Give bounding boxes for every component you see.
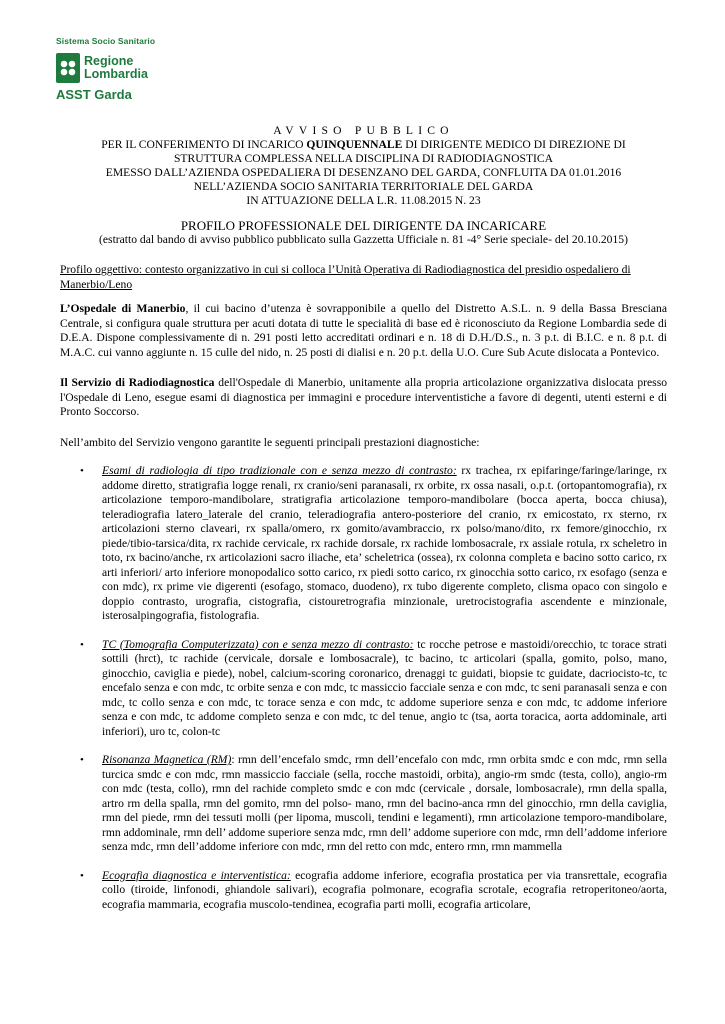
list-item: • Ecografia diagnostica e interventistica: ecografia addome inferiore, ecografia prostatica per via transrettale, ecografia collo (tiroide, linfonodi, ghiandole salivari), ecografia polmonare, ecografia scrotale, ecografia retroperitoneo/aorta, ecografia mammaria, ecografia muscolo-tendinea, ecografia parti molli, ecografia articolare,: [80, 868, 667, 911]
system-label: Sistema Socio Sanitario: [56, 36, 156, 46]
title-line-2: STRUTTURA COMPLESSA NELLA DISCIPLINA DI RADIODIAGNOSTICA: [173, 152, 554, 165]
document-body: [60, 124, 667, 912]
region-name-line2: Lombardia: [84, 67, 148, 81]
avviso-title: AVVISO PUBBLICO: [273, 124, 454, 137]
list-item: • Risonanza Magnetica (RM): rmn dell’encefalo smdc, rmn dell’encefalo con mdc, rmn orbita smdc e con mdc, rmn sella turcica smdc e con mdc, rmn massiccio facciale (sella, rocche mastoidi, orbita), angio-rm smdc (testa, collo), angio-rm con mdc (testa, collo), rmn del rachide completo smdc e con mdc (cervicale , dorsale, lombosacrale), rmn della spalla, artro rm della spalla, rmn del gomito, rmn del polso‐ mano, rmn del bacino-anca rmn del ginocchio, rmn della caviglia, rmn del piede, rmn dei tessuti molli (per lipoma, muscoli, tendini e legamenti), rmn articolazione temporo-mandibolare, rmn addominale, rmn dell’ addome superiore senza mdc, rmn dell’ addome superiore con mdc, rmn dell’addome inferiore senza mdc, rmn dell’addome inferiore con mdc, rmn del retto con mdc, entero rmn, rmn mammella: [80, 753, 667, 853]
profile-heading: PROFILO PROFESSIONALE DEL DIRIGENTE DA INCARICARE: [180, 218, 547, 233]
objective-heading: Profilo oggettivo: contesto organizzativo in cui si colloca l’Unità Operativa di Radiodiagnostica del presidio ospedaliero di Manerbio/Leno: [60, 263, 631, 291]
region-name-line1: Regione: [84, 54, 134, 68]
asst-garda-logo: [56, 36, 166, 102]
title-line-5: IN ATTUAZIONE DELLA L.R. 11.08.2015 N. 23: [246, 194, 481, 207]
title-line-4: NELL’AZIENDA SOCIO SANITARIA TERRITORIALE DEL GARDA: [193, 180, 534, 193]
list-item: • Esami di radiologia di tipo tradizionale con e senza mezzo di contrasto: rx trachea, rx epifaringe/faringe/laringe, rx addome diretto, stratigrafia logge renali, rx cranio/seni paranasali, rx orbite, rx ossa nasali, o.p.t. (ortopantomografia), rx articolazione temporo-mandibolare, stratigrafia articolazione temporo-mandibolare (bocca aperta, bocca chiusa), teleradiografia latero_laterale del cranio, teleradiografia antero-posteriore del cranio, rx emicostato, rx sterno, rx articolazioni sterno claveari, rx spalla/omero, rx gomito/avambraccio, rx polso/mano/dito, rx femore/ginocchio, rx piede/tibio-tarsica/dita, rx rachide cervicale, rx rachide dorsale, rx rachide lombosacrale, rx assiale rotula, rx scheletro in toto, rx bacino/anche, rx articolazioni sacro iliache, eta’ scheletrica (ossea), rx colonna completa e bacino sotto carico, rx arti inferiori/ arto inferiore monopodalico sotto carico, rx piedi sotto carico, rx ginocchia sotto carico, rx esofago (senza e con mdc), rx prime vie digerenti (esofago, stomaco, duodeno), rx tubo digerente completo, clisma opaco con singolo e doppio contrasto, urografia, cistografia, cistouretrografia minzionale, uretrocistografia ascendente e minzionale, isterosalpingografia, fistolografia.: [80, 464, 667, 622]
list-item: • TC (Tomografia Computerizzata) con e senza mezzo di contrasto: tc rocche petrose e mastoidi/orecchio, tc torace strati sottili (hrct), tc rachide (cervicale, dorsale e lombosacrale), tc bacino, tc articolari (spalla, gomito, polso, mano, ginocchio, caviglia e piede), nobel, calcium-scoring coronarico, drenaggi tc guidati, biopsie tc guidate, dacriocisto-tc, tc encefalo senza e con mdc, tc orbite senza e con mdc, tc massiccio facciale senza e con mdc, tc seni paranasali senza e con mdc, tc collo senza e con mdc, tc torace senza e con mdc, tc addome superiore senza e con mdc, tc addome inferiore senza e con mdc, tc addome completo senza e con mdc, tc del tenue, angio tc (tsa, aorta toracica, aorta addominale, arti inferiori), uro tc, colon-tc: [80, 637, 668, 738]
lombardia-rose-icon: [56, 53, 80, 83]
paragraph-servizio: Il Servizio di Radiodiagnostica dell'Ospedale di Manerbio, unitamente alla propria articolazione organizzativa dislocata presso l'Ospedale di Leno, esegue esami di diagnostica per immagini e procedure interventistiche a favore di degenti, utenti esterni e di Pronto Soccorso.: [60, 376, 667, 418]
profile-extract: (estratto dal bando di avviso pubblico pubblicato sulla Gazzetta Ufficiale n. 81 -4° Serie speciale- del 20.10.2015): [99, 233, 628, 246]
paragraph-prestazioni: Nell’ambito del Servizio vengono garantite le seguenti principali prestazioni diagnostiche:: [60, 435, 480, 449]
services-list: [60, 464, 667, 912]
paragraph-ospedale: L’Ospedale di Manerbio, il cui bacino d’utenza è sovrapponibile a quello del Distretto A.S.L. n. 9 della Bassa Bresciana Centrale, si configura quale struttura per acuti dotata di tutte le specialità di base ed è riconosciuto da Regione Lombardia sede di D.E.A. Dispone complessivamente di n. 291 posti letto accreditati ordinari e n. 18 di D.H./D.S., n. 3 p.t. di B.I.C. e n. 8 p.t. di M.A.C. cui vanno aggiunte n. 15 culle del nido, n. 25 posti di dialisi e n. 20 p.t. della U.O. Cure Sub Acute dislocata a Pontevico.: [60, 302, 667, 359]
title-line-1: PER IL CONFERIMENTO DI INCARICO QUINQUENNALE DI DIRIGENTE MEDICO DI DIREZIONE DI: [101, 138, 626, 151]
asst-name: ASST Garda: [56, 87, 132, 102]
title-line-3: EMESSO DALL’AZIENDA OSPEDALIERA DI DESENZANO DEL GARDA, CONFLUITA DA 01.01.2016: [105, 166, 622, 179]
